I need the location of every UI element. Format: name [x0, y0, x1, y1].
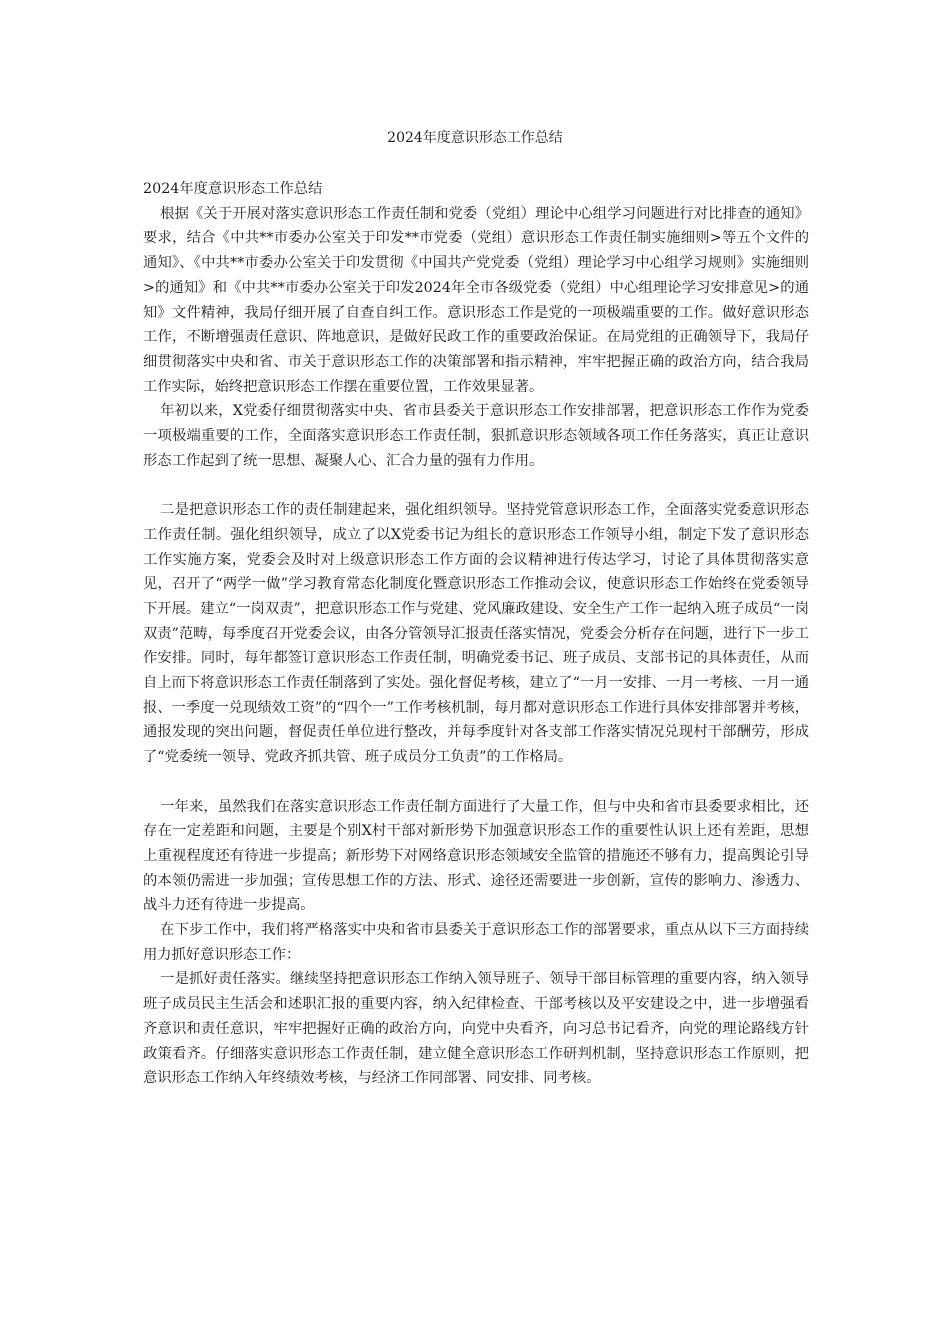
paragraph: 一是抓好责任落实。继续坚持把意识形态工作纳入领导班子、领导干部目标管理的重要内容，纳入领导班子成员民主生活会和述职汇报的重要内容，纳入纪律检查、干部考核以及平安建设之中，进一步增强看齐意识和责任意识，牢牢把握好正确的政治方向，向党中央看齐，向习总书记看齐，向党的理论路线方针政策看齐。仔细落实意识形态工作责任制，建立健全意识形态工作研判机制，坚持意识形态工作原则，把意识形态工作纳入年终绩效考核，与经济工作同部署、同安排、同考核。 [143, 971, 809, 1087]
paragraph: 二是把意识形态工作的责任制建起来，强化组织领导。坚持党管意识形态工作，全面落实党委意识形态工作责任制。强化组织领导，成立了以X党委书记为组长的意识形态工作领导小组，制定下发了意识形态工作实施方案，党委会及时对上级意识形态工作方面的会议精神进行传达学习，讨论了具体贯彻落实意见，召开了“两学一做”学习教育常态化制度化暨意识形态工作推动会议，使意识形态工作始终在党委领导下开展。建立“一岗双责”，把意识形态工作与党建、党风廉政建设、安全生产工作一起纳入班子成员“一岗双责”范畴，每季度召开党委会议，由各分管领导汇报责任落实情况，党委会分析存在问题，进行下一步工作安排。同时，每年都签订意识形态工作责任制，明确党委书记、班子成员、支部书记的具体责任，从而自上而下将意识形态工作责任制落到了实处。强化督促考核，建立了“一月一安排、一月一考核、一月一通报、一季度一兑现绩效工资”的“四个一”工作考核机制，每月都对意识形态工作进行具体安排部署并考核，通报发现的突出问题，督促责任单位进行整改，并每季度针对各支部工作落实情况兑现村干部酬劳，形成了“党委统一领导、党政齐抓共管、班子成员分工负责”的工作格局。 [143, 502, 809, 766]
document-body [143, 177, 809, 1091]
paragraph: 年初以来，X党委仔细贯彻落实中央、省市县委关于意识形态工作安排部署，把意识形态工作作为党委一项极端重要的工作，全面落实意识形态工作责任制，狠抓意识形态领域各项工作任务落实，真正让意识形态工作起到了统一思想、凝聚人心、汇合力量的强有力作用。 [143, 403, 809, 469]
document-subtitle: 2024年度意识形态工作总结 [143, 181, 323, 197]
paragraph-spacer [143, 473, 809, 498]
document-title: 2024年度意识形态工作总结 [387, 130, 563, 146]
paragraph: 一年来，虽然我们在落实意识形态工作责任制方面进行了大量工作，但与中央和省市县委要求相比，还存在一定差距和问题，主要是个别X村干部对新形势下加强意识形态工作的重要性认识上还有差距，思想上重视程度还有待进一步提高；新形势下对网络意识形态领域安全监管的措施还不够有力，提高舆论引导的本领仍需进一步加强；宣传思想工作的方法、形式、途径还需要进一步创新，宣传的影响力、渗透力、战斗力还有待进一步提高。 [143, 798, 809, 914]
paragraph: 在下步工作中，我们将严格落实中央和省市县委关于意识形态工作的部署要求，重点从以下三方面持续用力抓好意识形态工作： [143, 922, 809, 963]
paragraph: 根据《关于开展对落实意识形态工作责任制和党委（党组）理论中心组学习问题进行对比排查的通知》要求，结合《中共**市委办公室关于印发**市党委（党组）意识形态工作责任制实施细则>等五个文件的通知》、《中共**市委办公室关于印发贯彻《中国共产党党委（党组）理论学习中心组学习规则》实施细则>的通知》和《中共**市委办公室关于印发2024年全市各级党委（党组）中心组理论学习安排意见>的通知》文件精神，我局仔细开展了自查自纠工作。意识形态工作是党的一项极端重要的工作。做好意识形态工作，不断增强责任意识、阵地意识，是做好民政工作的重要政治保证。在局党组的正确领导下，我局仔细贯彻落实中央和省、市关于意识形态工作的决策部署和指示精神，牢牢把握正确的政治方向，结合我局工作实际，始终把意识形态工作摆在重要位置，工作效果显著。 [143, 205, 809, 395]
paragraph-spacer [143, 770, 809, 795]
